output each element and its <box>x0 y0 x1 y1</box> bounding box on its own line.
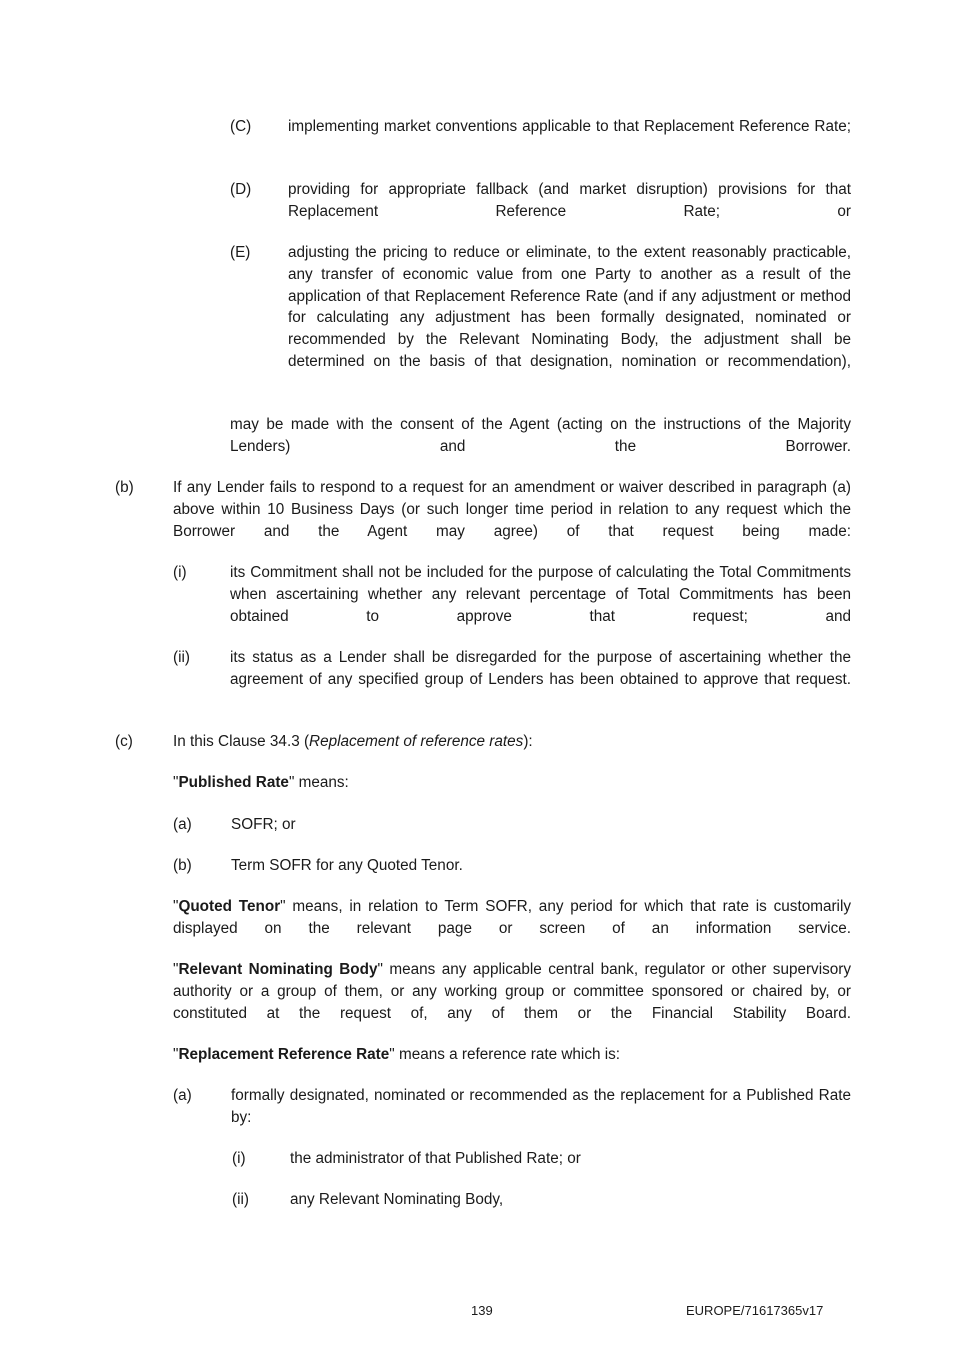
definition-published-rate: "Published Rate" means: <box>173 774 349 791</box>
replacement-rate-i-label: (i) <box>232 1150 246 1167</box>
replacement-rate-i-text: the administrator of that Published Rate; or <box>290 1150 581 1167</box>
item-text-c: implementing market conventions applicable to that Replacement Reference Rate; <box>288 118 851 135</box>
definition-relevant-nominating-body: "Relevant Nominating Body" means any applicable central bank, regulator or other supervisory authority or a group of them, or any working group or committee sponsored or chaired by, or constituted at the request of, any of them or the Financial Stability Board. <box>173 961 852 1022</box>
published-rate-a-text: SOFR; or <box>231 816 296 833</box>
item-label-e: (E) <box>230 244 251 261</box>
page-number: 139 <box>471 1303 493 1318</box>
definition-quoted-tenor: "Quoted Tenor" means, in relation to Term SOFR, any period for which that rate is customarily displayed on the relevant page or screen of an information service. <box>173 898 851 937</box>
para-b-i-label: (i) <box>173 564 187 581</box>
published-rate-b-text: Term SOFR for any Quoted Tenor. <box>231 857 463 874</box>
para-b-label: (b) <box>115 479 134 496</box>
item-label-d: (D) <box>230 181 252 198</box>
para-c-label: (c) <box>115 733 133 750</box>
item-text-d: providing for appropriate fallback (and market disruption) provisions for that Replacement Reference Rate; or <box>288 181 851 220</box>
replacement-rate-ii-text: any Relevant Nominating Body, <box>290 1191 504 1208</box>
term-quoted-tenor: Quoted Tenor <box>178 898 281 915</box>
replacement-rate-a-text: formally designated, nominated or recommended as the replacement for a Published Rate by: <box>231 1087 851 1126</box>
item-text-e: adjusting the pricing to reduce or eliminate, to the extent reasonably practicable, any transfer of economic value from one Party to another as a result of the application of that Replacement Reference Rate (and if any adjustment or method for calculating any adjustment has been formally designated, nominated or recommended by the Relevant Nominating Body, the adjustment shall be determined on the basis of that designation, nomination or recommendation), <box>288 244 851 370</box>
para-b-ii-label: (ii) <box>173 649 190 666</box>
para-b-ii-text: its status as a Lender shall be disregarded for the purpose of ascertaining whether the agreement of any specified group of Lenders has been obtained to approve that request. <box>230 649 851 688</box>
para-b-i-text: its Commitment shall not be included for the purpose of calculating the Total Commitments when ascertaining whether any relevant percentage of Total Commitments has been obtained to approve that request; and <box>230 564 851 625</box>
consent-paragraph: may be made with the consent of the Agent (acting on the instructions of the Majority Lenders) and the Borrower. <box>230 416 851 455</box>
para-b-text: If any Lender fails to respond to a request for an amendment or waiver described in paragraph (a) above within 10 Business Days (or such longer time period in relation to any request which the Borrower and the Agent may agree) of that request being made: <box>173 479 851 540</box>
document-reference: EUROPE/71617365v17 <box>686 1303 824 1318</box>
item-label-c: (C) <box>230 118 252 135</box>
definition-replacement-reference-rate: "Replacement Reference Rate" means a reference rate which is: <box>173 1046 621 1063</box>
para-c-intro: In this Clause 34.3 (Replacement of reference rates): <box>173 733 533 750</box>
term-relevant-nominating-body: Relevant Nominating Body <box>178 961 378 978</box>
term-published-rate: Published Rate <box>178 774 289 791</box>
replacement-rate-a-label: (a) <box>173 1087 192 1104</box>
replacement-rate-ii-label: (ii) <box>232 1191 249 1208</box>
term-replacement-reference-rate: Replacement Reference Rate <box>178 1046 390 1063</box>
published-rate-a-label: (a) <box>173 816 192 833</box>
published-rate-b-label: (b) <box>173 857 192 874</box>
